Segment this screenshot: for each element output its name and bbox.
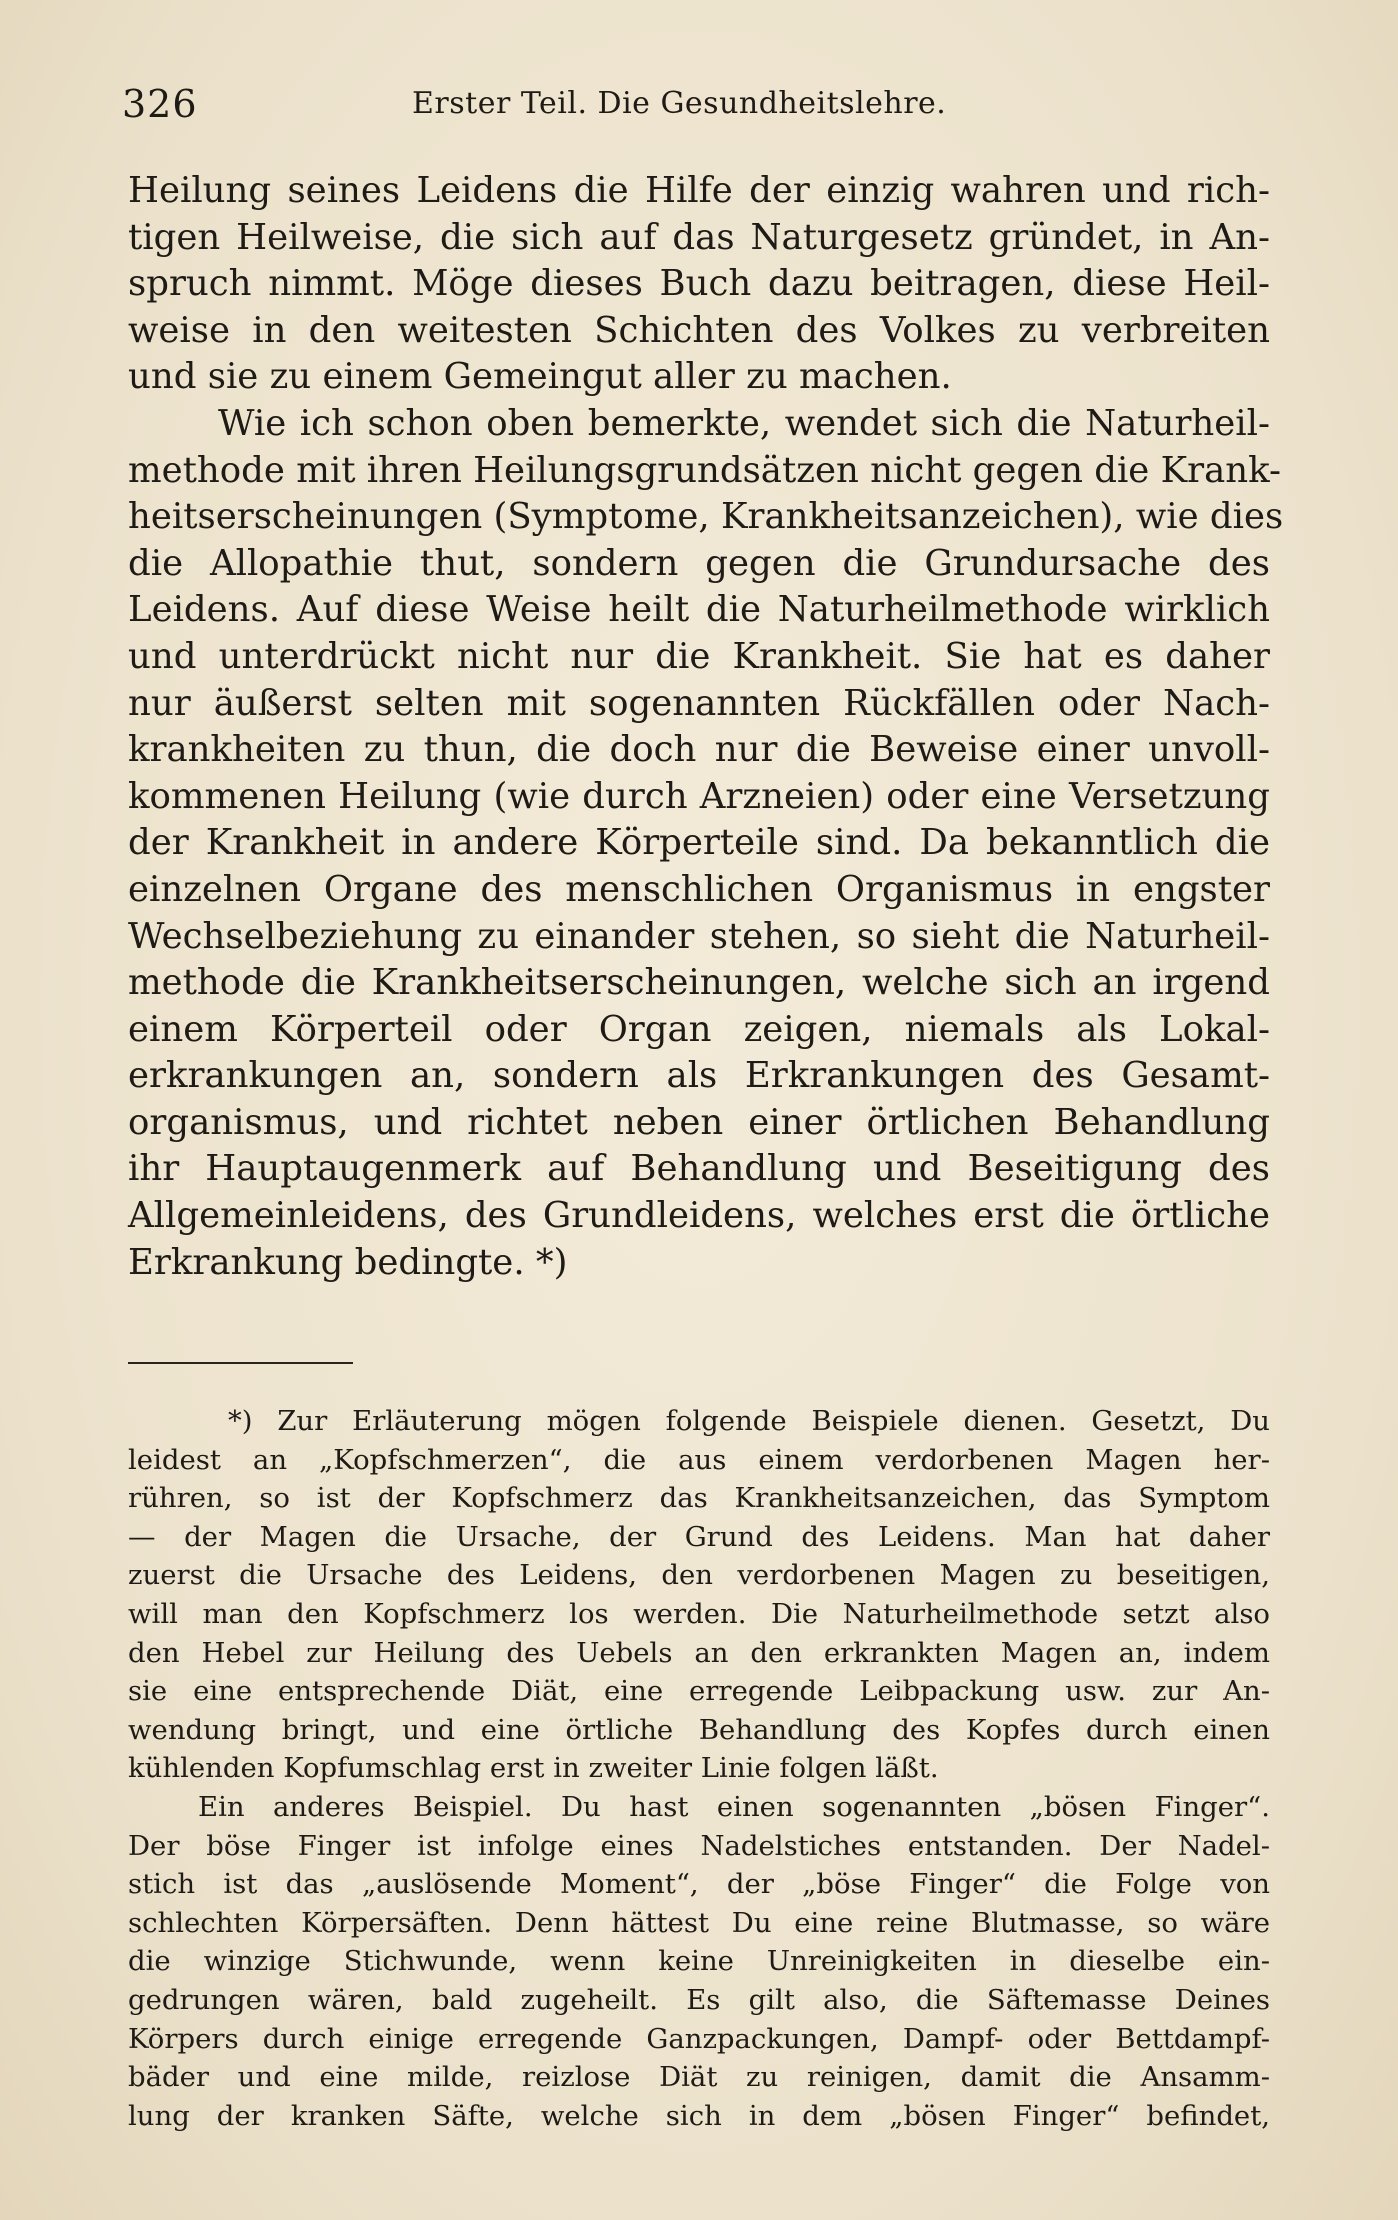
text-line: einem Körperteil oder Organ zeigen, niemals als Lokal- xyxy=(128,1008,1270,1050)
footnote-line: leidest an „Kopfschmerzen“, die aus einem verdorbenen Magen her- xyxy=(128,1443,1270,1476)
footnote-line: stich ist das „auslösende Moment“, der „böse Finger“ die Folge von xyxy=(128,1868,1270,1901)
text-line: weise in den weitesten Schichten des Volkes zu verbreiten xyxy=(128,309,1270,351)
text-line: Erkrankung bedingte. *) xyxy=(128,1241,568,1283)
footnote-line: sie eine entsprechende Diät, eine erregende Leibpackung usw. zur An- xyxy=(128,1675,1270,1708)
footnote-line: zuerst die Ursache des Leidens, den verdorbenen Magen zu beseitigen, xyxy=(128,1559,1270,1592)
text-line: und unterdrückt nicht nur die Krankheit. Sie hat es daher xyxy=(128,635,1270,677)
footnote-line: Ein anderes Beispiel. Du hast einen sogenannten „bösen Finger“. xyxy=(198,1790,1270,1823)
text-line: Wechselbeziehung zu einander stehen, so sieht die Naturheil- xyxy=(128,915,1270,957)
footnote-line: wendung bringt, und eine örtliche Behandlung des Kopfes durch einen xyxy=(128,1713,1270,1746)
footnote-line: Der böse Finger ist infolge eines Nadelstiches entstanden. Der Nadel- xyxy=(128,1829,1270,1862)
text-line: kommenen Heilung (wie durch Arzneien) oder eine Versetzung xyxy=(128,775,1270,817)
text-line: spruch nimmt. Möge dieses Buch dazu beitragen, diese Heil- xyxy=(128,263,1270,305)
footnote-line: Körpers durch einige erregende Ganzpackungen, Dampf- oder Bettdampf- xyxy=(128,2022,1270,2055)
footnote-line: bäder und eine milde, reizlose Diät zu reinigen, damit die Ansamm- xyxy=(128,2061,1270,2094)
footnote xyxy=(128,1402,1270,2135)
text-line: methode mit ihren Heilungsgrundsätzen nicht gegen die Krank- xyxy=(128,449,1282,491)
text-line: die Allopathie thut, sondern gegen die Grundursache des xyxy=(128,542,1270,584)
text-line: Allgemeinleidens, des Grundleidens, welches erst die örtliche xyxy=(128,1195,1270,1237)
running-head: Erster Teil. Die Gesundheitslehre. xyxy=(412,86,947,121)
footnote-line: *) Zur Erläuterung mögen folgende Beispiele dienen. Gesetzt, Du xyxy=(228,1405,1270,1437)
text-line: der Krankheit in andere Körperteile sind. Da bekanntlich die xyxy=(128,822,1270,864)
text-line: heitserscheinungen (Symptome, Krankheitsanzeichen), wie dies xyxy=(128,496,1284,538)
footnote-line: den Hebel zur Heilung des Uebels an den erkrankten Magen an, indem xyxy=(128,1636,1270,1669)
text-line: und sie zu einem Gemeingut aller zu machen. xyxy=(128,356,952,398)
footnote-line: rühren, so ist der Kopfschmerz das Krankheitsanzeichen, das Symptom xyxy=(128,1482,1270,1515)
text-line: einzelnen Organe des menschlichen Organismus in engster xyxy=(128,868,1270,910)
text-line: Leidens. Auf diese Weise heilt die Naturheilmethode wirklich xyxy=(128,589,1270,631)
footnote-line: lung der kranken Säfte, welche sich in dem „bösen Finger“ befindet, xyxy=(128,2099,1270,2132)
text-line: Wie ich schon oben bemerkte, wendet sich die Naturheil- xyxy=(218,402,1270,444)
footnote-line: die winzige Stichwunde, wenn keine Unreinigkeiten in dieselbe ein- xyxy=(128,1945,1270,1978)
footnote-line: kühlenden Kopfumschlag erst in zweiter Linie folgen läßt. xyxy=(128,1752,939,1785)
text-line: krankheiten zu thun, die doch nur die Beweise einer unvoll- xyxy=(128,729,1270,771)
text-line: organismus, und richtet neben einer örtlichen Behandlung xyxy=(128,1101,1270,1143)
text-line: ihr Hauptaugenmerk auf Behandlung und Beseitigung des xyxy=(128,1148,1270,1190)
page-header xyxy=(122,82,1272,142)
footnote-line: — der Magen die Ursache, der Grund des Leidens. Man hat daher xyxy=(128,1520,1270,1553)
footnote-divider xyxy=(128,1362,353,1364)
text-line: nur äußerst selten mit sogenannten Rückfällen oder Nach- xyxy=(128,682,1270,724)
text-line: tigen Heilweise, die sich auf das Naturgesetz gründet, in An- xyxy=(128,216,1270,258)
text-line: erkrankungen an, sondern als Erkrankungen des Gesamt- xyxy=(128,1055,1270,1097)
page-number: 326 xyxy=(122,82,198,126)
text-line: Heilung seines Leidens die Hilfe der einzig wahren und rich- xyxy=(128,170,1270,211)
text-line: methode die Krankheitserscheinungen, welche sich an irgend xyxy=(128,962,1270,1004)
main-text xyxy=(128,168,1284,1286)
footnote-line: gedrungen wären, bald zugeheilt. Es gilt also, die Säftemasse Deines xyxy=(128,1983,1270,2016)
footnote-line: schlechten Körpersäften. Denn hättest Du eine reine Blutmasse, so wäre xyxy=(128,1906,1270,1939)
footnote-line: will man den Kopfschmerz los werden. Die Naturheilmethode setzt also xyxy=(128,1597,1270,1630)
